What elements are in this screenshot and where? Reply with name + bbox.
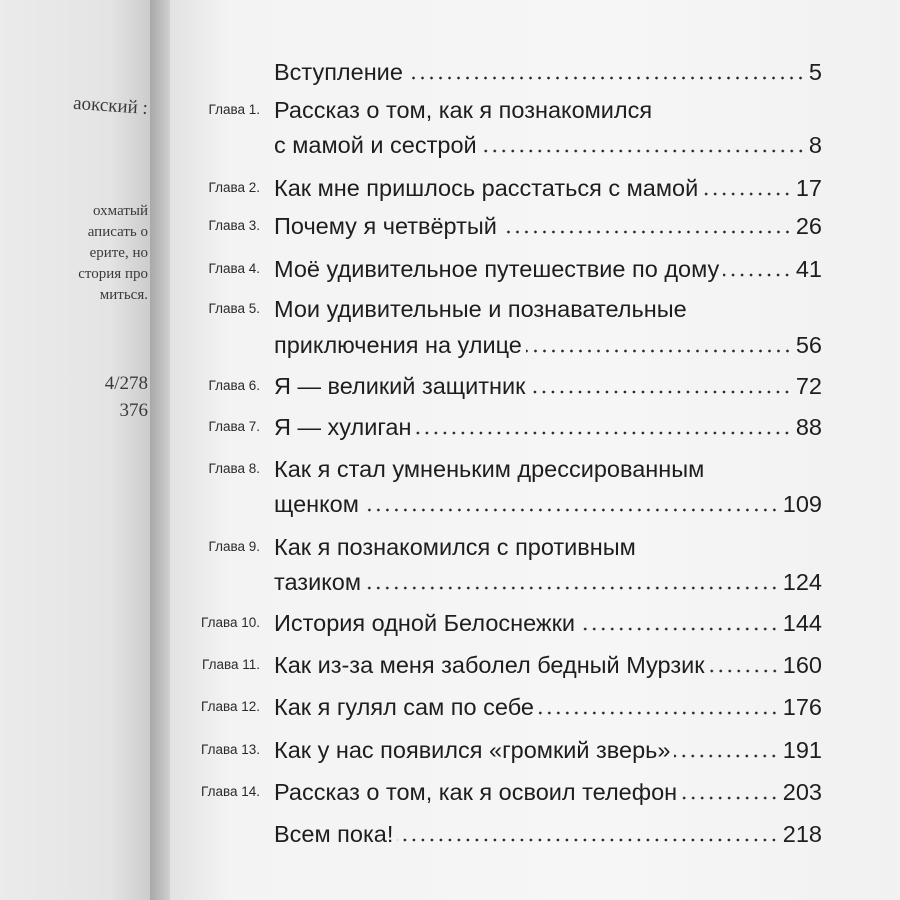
toc-chapter-title-line [274, 96, 822, 124]
toc-page-number: 203 [782, 779, 822, 805]
leader-dots [674, 754, 778, 758]
chapter-label: Глава 4. [208, 261, 260, 276]
leader-dots [481, 149, 805, 153]
toc-intro-line [274, 58, 822, 86]
left-page-text: аокский : [72, 92, 149, 119]
left-page-text: 4/278 [104, 373, 148, 394]
leader-dots [407, 76, 805, 80]
toc-page-number: 144 [782, 610, 822, 636]
left-page-text: 376 [119, 400, 148, 421]
chapter-title-continued: тазиком [274, 569, 361, 595]
toc-page-number: 56 [795, 332, 822, 358]
chapter-label: Глава 2. [208, 180, 260, 195]
toc-page-number: 218 [782, 821, 822, 847]
leader-dots [415, 431, 791, 435]
chapter-title: История одной Белоснежки [274, 610, 576, 636]
toc-chapter-line [274, 568, 822, 596]
toc-chapter-line [274, 736, 822, 764]
leader-dots [526, 349, 792, 353]
leader-dots [709, 669, 779, 673]
toc-page-number: 8 [808, 132, 822, 158]
chapter-title: Как у нас появился «громкий зверь» [274, 737, 671, 763]
toc-page-number: 17 [795, 175, 822, 201]
toc-outro-title: Всем пока! [274, 821, 394, 847]
chapter-label: Глава 5. [208, 301, 260, 316]
left-page [0, 0, 156, 900]
chapter-title: Как из-за меня заболел бедный Мурзик [274, 652, 705, 678]
left-page-text: аписать о [87, 224, 148, 240]
leader-dots [723, 273, 792, 277]
chapter-title: Как я гулял сам по себе [274, 694, 534, 720]
chapter-label: Глава 7. [208, 419, 260, 434]
toc-chapter-line [274, 651, 822, 679]
toc-chapter-title-line [274, 455, 822, 483]
toc-chapter-title-line [274, 295, 822, 323]
chapter-title-continued: щенком [274, 491, 359, 517]
chapter-title: Как мне пришлось расстаться с мамой [274, 175, 699, 201]
toc-chapter-line [274, 778, 822, 806]
chapter-label: Глава 6. [208, 378, 260, 393]
toc-chapter-line [274, 131, 822, 159]
toc-chapter-title-line [274, 533, 822, 561]
leader-dots [681, 796, 779, 800]
toc-page-number: 26 [795, 213, 822, 239]
toc-page-number: 72 [795, 373, 822, 399]
chapter-title: Моё удивительное путешествие по дому [274, 256, 720, 282]
chapter-label: Глава 9. [208, 539, 260, 554]
chapter-label: Глава 10. [201, 615, 260, 630]
toc-chapter-line [274, 693, 822, 721]
leader-dots [538, 711, 779, 715]
chapter-label: Глава 3. [208, 218, 260, 233]
toc-chapter-line [274, 490, 822, 518]
toc-page-number: 124 [782, 569, 822, 595]
chapter-label: Глава 8. [208, 461, 260, 476]
chapter-label: Глава 14. [201, 784, 260, 799]
leader-dots [579, 627, 779, 631]
chapter-title: Как я познакомился с противным [274, 534, 636, 560]
chapter-title: Как я стал умненьким дрессированным [274, 456, 705, 482]
toc-page-number: 41 [795, 256, 822, 282]
toc-outro-line [274, 820, 822, 848]
left-page-text: охматый [93, 203, 148, 219]
leader-dots [363, 508, 779, 512]
toc-page-number: 191 [782, 737, 822, 763]
toc-page-number: 176 [782, 694, 822, 720]
toc-chapter-line [274, 609, 822, 637]
chapter-title: Я — хулиган [274, 414, 412, 440]
leader-dots [529, 390, 791, 394]
chapter-title-continued: приключения на улице [274, 332, 522, 358]
toc-chapter-line [274, 372, 822, 400]
leader-dots [397, 838, 778, 842]
chapter-label: Глава 13. [201, 742, 260, 757]
toc-page-number: 160 [782, 652, 822, 678]
left-page-text: ерите, но [89, 245, 148, 261]
leader-dots [702, 192, 792, 196]
chapter-label: Глава 11. [202, 657, 260, 672]
left-page-text: стория про [78, 266, 148, 282]
toc-page-number: 109 [782, 491, 822, 517]
toc-page-number: 88 [795, 414, 822, 440]
left-page-text: миться. [99, 287, 148, 303]
leader-dots [365, 586, 779, 590]
chapter-title: Рассказ о том, как я освоил телефон [274, 779, 678, 805]
toc-chapter-line [274, 331, 822, 359]
chapter-title: Мои удивительные и познавательные [274, 296, 687, 322]
toc-page-number: 5 [808, 59, 822, 85]
chapter-label: Глава 1. [208, 102, 260, 117]
toc-chapter-line [274, 255, 822, 283]
toc-chapter-line [274, 174, 822, 202]
toc-intro-title: Вступление [274, 59, 403, 85]
chapter-title-continued: с мамой и сестрой [274, 132, 477, 158]
chapter-title: Я — великий защитник [274, 373, 526, 399]
chapter-title: Рассказ о том, как я познакомился [274, 97, 653, 123]
toc-chapter-line [274, 413, 822, 441]
chapter-label: Глава 12. [201, 699, 260, 714]
toc-chapter-line [274, 212, 822, 240]
leader-dots [501, 230, 792, 234]
chapter-title: Почему я четвёртый [274, 213, 497, 239]
